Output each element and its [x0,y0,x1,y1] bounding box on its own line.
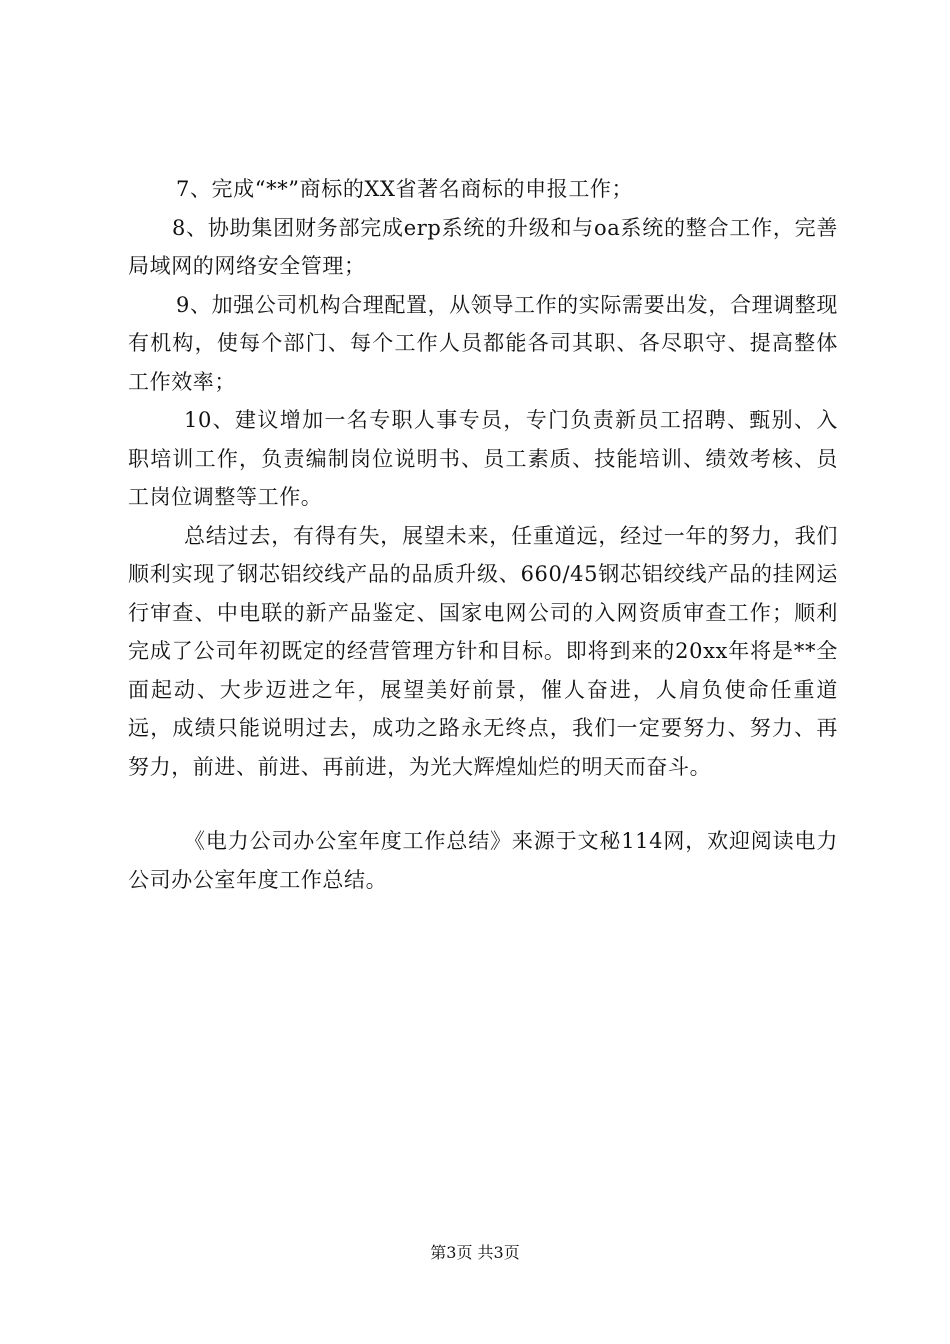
summary-paragraph: 总结过去，有得有失，展望未来，任重道远，经过一年的努力，我们顺利实现了钢芯铝绞线产品的品质升级、660/45钢芯铝绞线产品的挂网运行审查、中电联的新产品鉴定、国家电网公司的入网资质审查工作；顺利完成了公司年初既定的经营管理方针和目标。即将到来的20xx年将是**全面起动、大步迈进之年，展望美好前景，催人奋进，人肩负使命任重道远，成绩只能说明过去，成功之路永无终点，我们一定要努力、努力、再努力，前进、前进、再前进，为光大辉煌灿烂的明天而奋斗。 [128,523,838,779]
list-item: 9、加强公司机构合理配置，从领导工作的实际需要出发，合理调整现有机构，使每个部门、每个工作人员都能各司其职、各尽职守、提高整体工作效率； [128,292,838,394]
source-note: 《电力公司办公室年度工作总结》来源于文秘114网，欢迎阅读电力公司办公室年度工作总结。 [128,829,838,892]
document-body [128,170,838,899]
list-item: 8、协助集团财务部完成erp系统的升级和与oa系统的整合工作，完善局域网的网络安全管理； [128,215,838,278]
list-item: 7、完成“**”商标的XX省著名商标的申报工作； [176,177,634,201]
list-item: 10、建议增加一名专职人事专员，专门负责新员工招聘、甄别、入职培训工作，负责编制岗位说明书、员工素质、技能培训、绩效考核、员工岗位调整等工作。 [128,408,838,509]
page-number-footer: 第3页 共3页 [430,1243,520,1262]
